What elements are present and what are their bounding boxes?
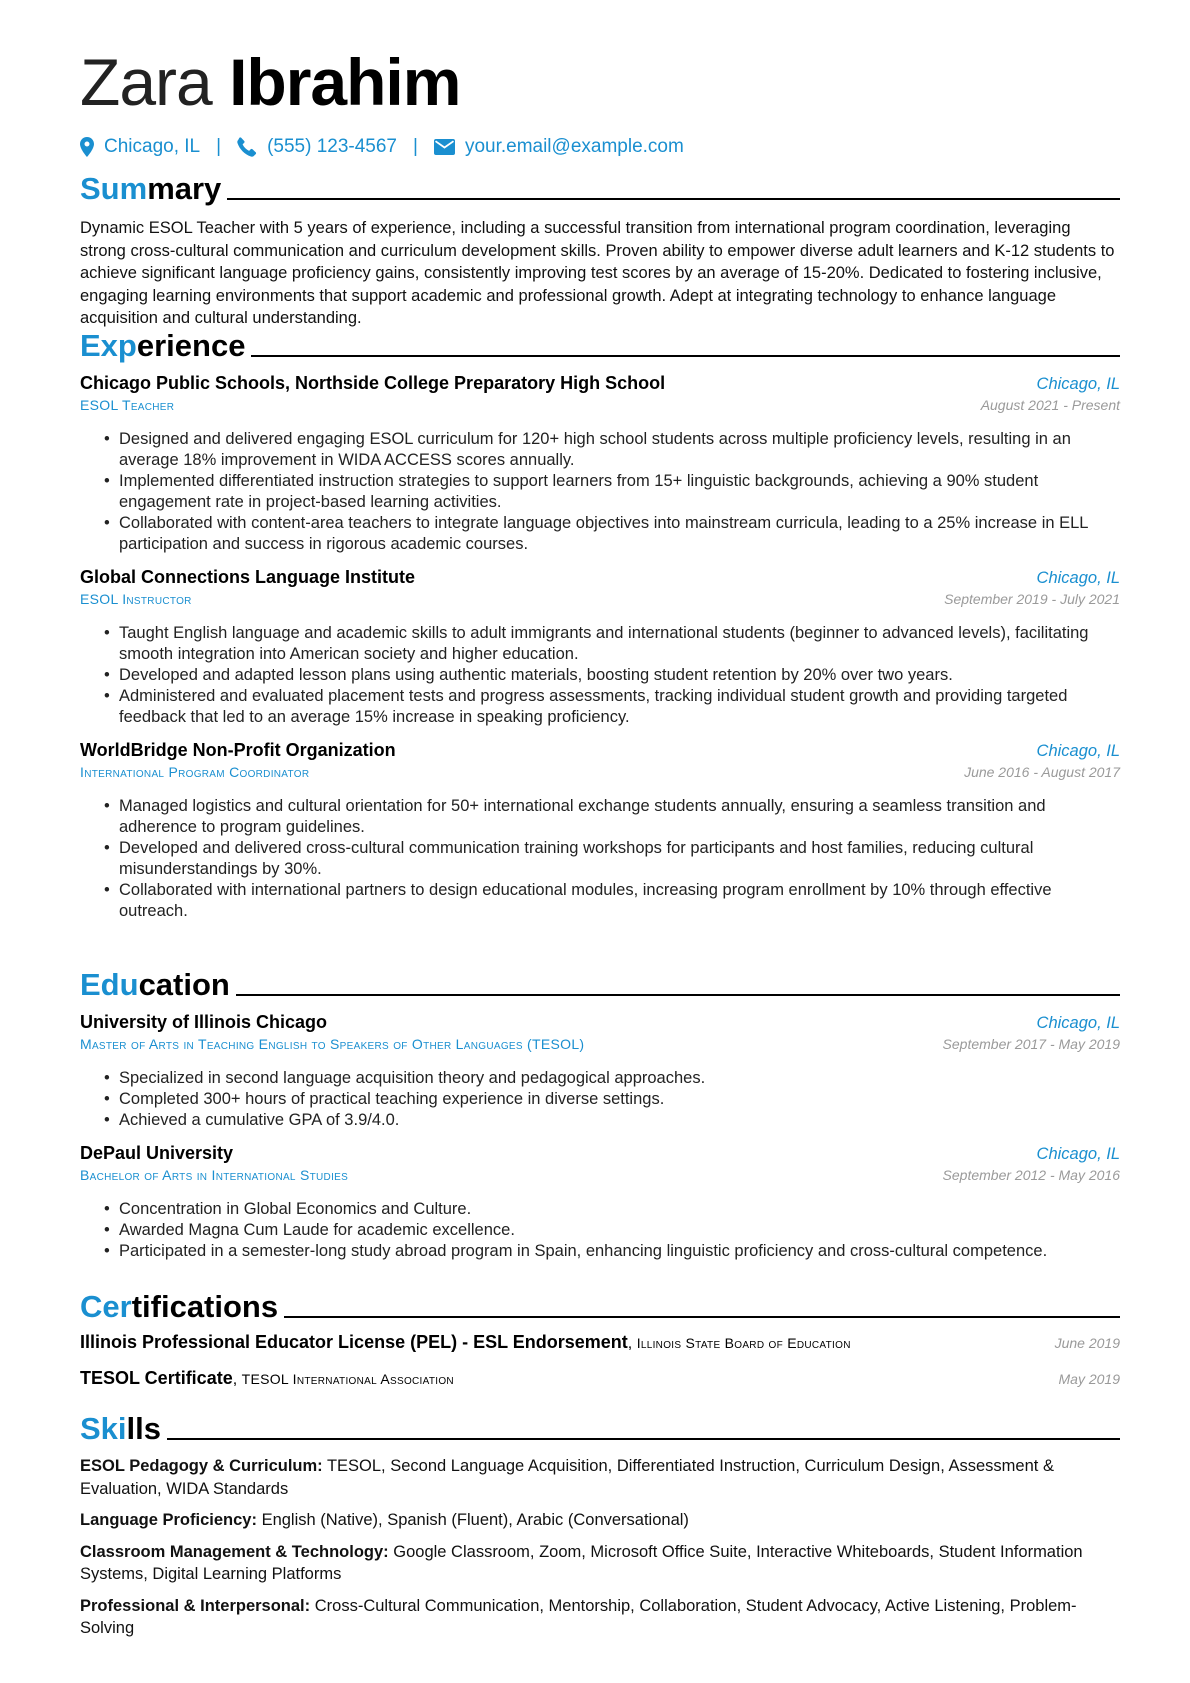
skills-section xyxy=(80,1412,1120,1640)
bullet-item: • Completed 300+ hours of practical teaching experience in diverse settings. xyxy=(119,1089,1120,1110)
bullet-item: • Specialized in second language acquisition theory and pedagogical approaches. xyxy=(119,1068,1120,1089)
education-section xyxy=(80,968,1120,1262)
certification-issuer: TESOL International Association xyxy=(241,1371,454,1387)
skill-row xyxy=(80,1595,1120,1640)
entry-location: Chicago, IL xyxy=(1036,375,1120,393)
bullet-list xyxy=(80,1068,1120,1131)
section-heading xyxy=(80,172,1120,206)
certification-title: Illinois Professional Educator License (PEL) - ESL Endorsement xyxy=(80,1332,628,1352)
degree-title: Bachelor of Arts in International Studies xyxy=(80,1167,349,1183)
certification-title: TESOL Certificate xyxy=(80,1368,233,1388)
contact-email[interactable] xyxy=(434,136,684,158)
section-rule xyxy=(167,1438,1120,1440)
skill-values: TESOL, Second Language Acquisition, Differentiated Instruction, Curriculum Design, Assessment & Evaluation, WIDA Standards xyxy=(80,1457,1054,1498)
certification-item: TESOL Certificate, TESOL International Association May 2019 xyxy=(80,1368,1120,1388)
certification-issuer: Illinois State Board of Education xyxy=(636,1335,851,1351)
section-heading xyxy=(80,1290,1120,1324)
bullet-list xyxy=(80,1199,1120,1262)
entry-dates: September 2019 - July 2021 xyxy=(944,591,1120,607)
first-name: Zara xyxy=(80,45,212,119)
job-title: ESOL Instructor xyxy=(80,591,192,607)
bullet-item: • Concentration in Global Economics and Culture. xyxy=(119,1199,1120,1220)
skill-row xyxy=(80,1541,1120,1586)
certification-date: May 2019 xyxy=(1058,1371,1120,1387)
contact-bar xyxy=(80,134,684,160)
last-name: Ibrahim xyxy=(229,45,461,119)
bullet-list xyxy=(80,429,1120,555)
bullet-list xyxy=(80,796,1120,922)
skill-row xyxy=(80,1509,1120,1532)
contact-separator: | xyxy=(413,136,418,157)
contact-separator: | xyxy=(216,136,222,157)
certification-date: June 2019 xyxy=(1054,1335,1120,1351)
bullet-item: • Developed and adapted lesson plans using authentic materials, boosting student retention by 20% over two years. xyxy=(119,665,1120,686)
contact-location xyxy=(80,136,200,158)
employer-name: Global Connections Language Institute xyxy=(80,567,416,587)
phone-text: (555) 123-4567 xyxy=(267,136,397,157)
entry-location: Chicago, IL xyxy=(1036,1145,1120,1163)
bullet-item: • Awarded Magna Cum Laude for academic excellence. xyxy=(119,1220,1120,1241)
skill-values: Cross-Cultural Communication, Mentorship, Collaboration, Student Advocacy, Active Listening, Problem-Solving xyxy=(80,1596,1077,1637)
section-heading xyxy=(80,329,1120,363)
entry-dates: August 2021 - Present xyxy=(980,397,1120,413)
bullet-item: • Achieved a cumulative GPA of 3.9/4.0. xyxy=(119,1110,1120,1131)
map-pin-icon xyxy=(80,137,94,157)
email-text: your.email@example.com xyxy=(464,136,684,157)
bullet-item: • Managed logistics and cultural orientation for 50+ international exchange students annually, ensuring a seamless transition and adherence to program guidelines. xyxy=(119,796,1120,838)
skill-label: Language Proficiency: xyxy=(80,1511,257,1529)
bullet-item: • Taught English language and academic skills to adult immigrants and international students (beginner to advanced levels), facilitating smooth integration into American society and higher education. xyxy=(119,623,1120,665)
entry-dates: September 2017 - May 2019 xyxy=(942,1036,1120,1052)
section-heading xyxy=(80,1412,1120,1446)
bullet-item: • Collaborated with content-area teachers to integrate language objectives into mainstream curricula, leading to a 25% increase in ELL participation and success in rigorous academic courses. xyxy=(119,513,1120,555)
section-heading xyxy=(80,968,1120,1002)
section-rule xyxy=(284,1316,1120,1318)
contact-phone[interactable] xyxy=(237,136,397,158)
section-title: Education xyxy=(80,967,230,1002)
bullet-item: • Administered and evaluated placement tests and progress assessments, tracking individual student growth and providing targeted feedback that led to an average 15% increase in speaking proficiency. xyxy=(119,686,1120,728)
entry-location: Chicago, IL xyxy=(1036,742,1120,760)
experience-entry xyxy=(80,373,1120,555)
education-entry xyxy=(80,1012,1120,1131)
section-rule xyxy=(236,994,1120,996)
skill-label: ESOL Pedagogy & Curriculum: xyxy=(80,1457,323,1475)
school-name: University of Illinois Chicago xyxy=(80,1012,328,1032)
certification-item: Illinois Professional Educator License (PEL) - ESL Endorsement, Illinois State Board of Education June 2019 xyxy=(80,1332,1120,1352)
bullet-list xyxy=(80,623,1120,728)
envelope-icon xyxy=(434,139,455,155)
entry-dates: September 2012 - May 2016 xyxy=(942,1167,1120,1183)
bullet-item: • Implemented differentiated instruction strategies to support learners from 15+ linguistic backgrounds, achieving a 90% student engagement rate in project-based learning activities. xyxy=(119,471,1120,513)
certifications-section xyxy=(80,1290,1120,1398)
section-title: Summary xyxy=(80,171,222,206)
section-title: Certifications xyxy=(80,1289,279,1324)
school-name: DePaul University xyxy=(80,1143,234,1163)
section-rule xyxy=(251,355,1120,357)
bullet-item: • Participated in a semester-long study abroad program in Spain, enhancing linguistic proficiency and cross-cultural competence. xyxy=(119,1241,1120,1262)
section-title: Skills xyxy=(80,1411,161,1446)
location-text: Chicago, IL xyxy=(104,136,201,157)
experience-entry xyxy=(80,740,1120,922)
summary-section xyxy=(80,172,1120,330)
degree-title: Master of Arts in Teaching English to Speakers of Other Languages (TESOL) xyxy=(80,1036,585,1052)
summary-text: Dynamic ESOL Teacher with 5 years of experience, including a successful transition from international program coordination, leveraging strong cross-cultural communication and curriculum development skills. Proven ability to empower diverse adult learners and K-12 students to achieve significant language proficiency gains, consistently improving test scores by an average of 15-20%. Dedicated to fostering inclusive, engaging learning environments that support academic and professional growth. Adept at integrating technology to enhance language acquisition and cultural understanding. xyxy=(80,219,1115,327)
skill-label: Classroom Management & Technology: xyxy=(80,1542,389,1561)
employer-name: WorldBridge Non-Profit Organization xyxy=(80,740,396,760)
bullet-item: • Collaborated with international partners to design educational modules, increasing program enrollment by 10% through effective outreach. xyxy=(119,880,1120,922)
skill-label: Professional & Interpersonal: xyxy=(80,1596,311,1615)
job-title: International Program Coordinator xyxy=(80,764,310,780)
phone-icon xyxy=(237,137,257,157)
job-title: ESOL Teacher xyxy=(80,397,175,413)
experience-entry xyxy=(80,567,1120,728)
entry-location: Chicago, IL xyxy=(1036,569,1120,587)
bullet-item: • Designed and delivered engaging ESOL curriculum for 120+ high school students across multiple proficiency levels, resulting in an average 18% improvement in WIDA ACCESS scores annually. xyxy=(119,429,1120,471)
employer-name: Chicago Public Schools, Northside College Preparatory High School xyxy=(80,373,666,393)
candidate-name xyxy=(80,42,460,122)
skill-values: Google Classroom, Zoom, Microsoft Office Suite, Interactive Whiteboards, Student Information Systems, Digital Learning Platforms xyxy=(80,1542,1083,1583)
bullet-item: • Developed and delivered cross-cultural communication training workshops for participants and host families, reducing cultural misunderstandings by 30%. xyxy=(119,838,1120,880)
section-title: Experience xyxy=(80,328,246,363)
experience-section xyxy=(80,329,1120,922)
entry-location: Chicago, IL xyxy=(1036,1014,1120,1032)
education-entry xyxy=(80,1143,1120,1262)
skill-values: English (Native), Spanish (Fluent), Arabic (Conversational) xyxy=(261,1511,689,1529)
section-rule xyxy=(227,198,1120,200)
entry-dates: June 2016 - August 2017 xyxy=(964,764,1120,780)
skill-row xyxy=(80,1455,1120,1500)
